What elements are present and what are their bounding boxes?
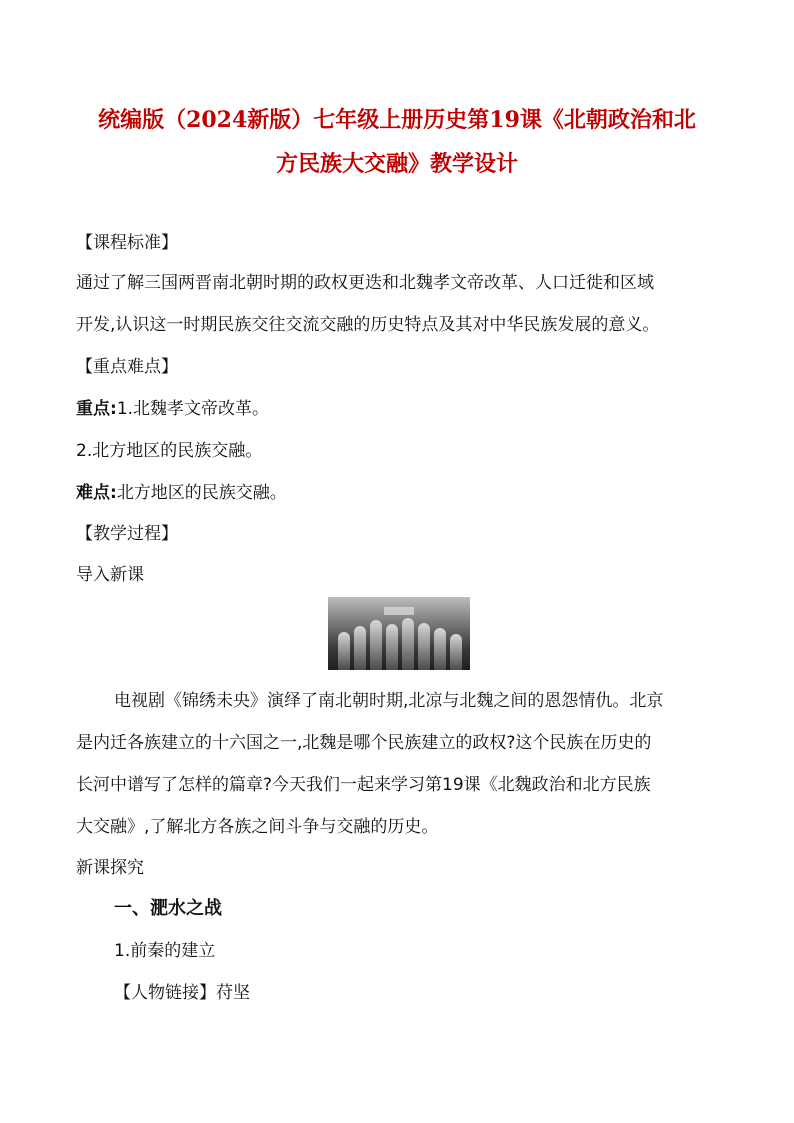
key-label: 重点:	[76, 399, 117, 419]
person-link-heading: 【人物链接】	[114, 983, 216, 1003]
key-item-2: 2.北方地区的民族交融。	[76, 441, 263, 461]
difficulty-text: 北方地区的民族交融。	[116, 483, 287, 503]
photo-figure	[418, 623, 430, 670]
difficulty-label: 难点:	[76, 483, 117, 503]
process-heading: 【教学过程】	[76, 524, 178, 544]
photo-title-mark	[384, 607, 414, 615]
key-item-1: 1.北魏孝文帝改革。	[116, 399, 270, 419]
photo-figure	[338, 632, 350, 670]
intro-paragraph-line-4: 大交融》,了解北方各族之间斗争与交融的历史。	[76, 817, 439, 837]
photo-figure	[450, 634, 462, 670]
standard-heading: 【课程标准】	[76, 233, 178, 253]
person-link-name: 苻坚	[216, 983, 250, 1003]
intro-paragraph-line-2: 是内迁各族建立的十六国之一,北魏是哪个民族建立的政权?这个民族在历史的	[76, 733, 652, 753]
photo-figure	[386, 624, 398, 670]
key-heading: 【重点难点】	[76, 357, 178, 377]
key-points-line	[76, 398, 269, 420]
document-title	[70, 98, 724, 186]
tv-drama-photo	[328, 597, 470, 670]
photo-figure	[370, 620, 382, 670]
photo-figure	[434, 628, 446, 670]
standard-text-line-2: 开发,认识这一时期民族交往交流交融的历史特点及其对中华民族发展的意义。	[76, 315, 660, 335]
person-link-line	[114, 982, 250, 1004]
part1-subheading: 1.前秦的建立	[114, 941, 216, 961]
standard-text-line-1: 通过了解三国两晋南北朝时期的政权更迭和北魏孝文帝改革、人口迁徙和区域	[76, 273, 654, 293]
intro-paragraph-line-1: 电视剧《锦绣未央》演绎了南北朝时期,北凉与北魏之间的恩怨情仇。北京	[114, 691, 664, 711]
difficulty-line	[76, 482, 287, 504]
intro-paragraph-line-3: 长河中谱写了怎样的篇章?今天我们一起来学习第19课《北魏政治和北方民族	[76, 775, 651, 795]
new-lesson-label: 新课探究	[76, 858, 144, 878]
part1-heading: 一、淝水之战	[114, 898, 222, 919]
photo-figure	[402, 618, 414, 670]
intro-label: 导入新课	[76, 565, 144, 585]
title-line-2: 方民族大交融》教学设计	[275, 151, 518, 177]
photo-figure	[354, 626, 366, 670]
title-line-1: 统编版（2024新版）七年级上册历史第19课《北朝政治和北	[98, 107, 696, 133]
